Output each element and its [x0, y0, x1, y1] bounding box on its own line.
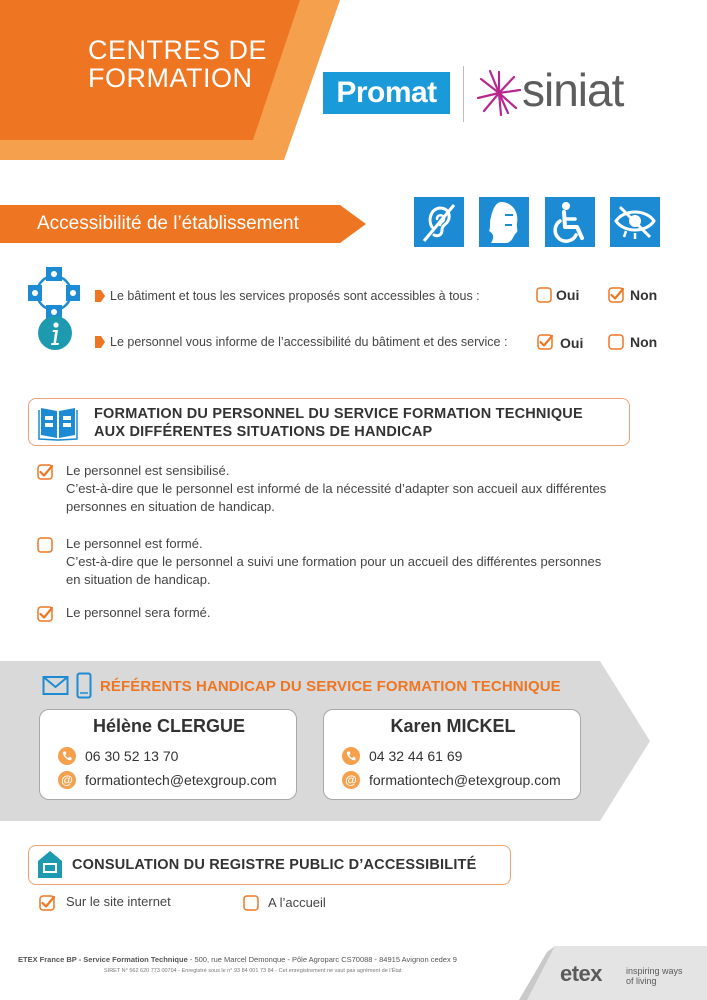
wheelchair-icon	[545, 197, 595, 247]
checkbox-staff-sensitized[interactable]	[37, 464, 53, 480]
etex-logo: etex	[560, 961, 603, 986]
referents-title: RÉFÉRENTS HANDICAP DU SERVICE FORMATION TECHNIQUE	[100, 678, 561, 695]
checkbox-label-building-oui: Oui	[556, 287, 580, 303]
training-item-will-be-trained	[66, 604, 666, 622]
page-title	[88, 36, 308, 92]
information-icon	[38, 316, 72, 350]
checkbox-staff-non[interactable]	[608, 334, 624, 350]
contact-email[interactable]: formationtech@etexgroup.com	[85, 772, 277, 788]
siniat-logo: siniat	[522, 64, 624, 116]
phone-icon	[342, 747, 360, 765]
training-title	[94, 405, 583, 441]
contact-email[interactable]: formationtech@etexgroup.com	[369, 772, 561, 788]
envelope-icon	[42, 675, 70, 697]
contact-card	[39, 709, 297, 800]
contact-phone[interactable]: 04 32 44 61 69	[369, 748, 463, 764]
etex-tagline-line1: inspiring ways	[626, 966, 683, 976]
siniat-star-icon	[476, 68, 522, 118]
checkbox-registry-reception[interactable]	[243, 895, 259, 911]
footer-address-text: - 500, rue Marcel Demonque - Pôle Agroparc CS70088 - 84915 Avignon cedex 9	[187, 955, 457, 964]
training-item-line: C’est-à-dire que le personnel est informé de la nécessité d’adapter son accueil aux différentes	[66, 481, 607, 496]
registry-title: CONSULATION DU REGISTRE PUBLIC D’ACCESSIBILITÉ	[72, 857, 477, 873]
contact-name: Hélène CLERGUE	[92, 716, 246, 736]
training-item-line: en situation de handicap.	[66, 572, 211, 587]
email-at-icon	[342, 771, 360, 789]
page-title-line1: CENTRES DE	[88, 35, 268, 65]
svg-text:@: @	[345, 773, 357, 787]
phone-icon	[58, 747, 76, 765]
question-building-accessible: Le bâtiment et tous les services proposés sont accessibles à tous :	[110, 289, 480, 303]
checkbox-label-staff-oui: Oui	[560, 335, 584, 351]
checkbox-staff-trained[interactable]	[37, 537, 53, 553]
etex-tagline-line2: of living	[626, 976, 657, 986]
contact-phone[interactable]: 06 30 52 13 70	[85, 748, 179, 764]
page-title-line2: FORMATION	[88, 63, 253, 93]
registry-option-reception: A l’accueil	[268, 895, 326, 910]
email-at-icon	[58, 771, 76, 789]
checkbox-building-non[interactable]	[608, 287, 624, 303]
training-item-sensitized	[66, 462, 666, 516]
training-item-line: Le personnel est sensibilisé.	[66, 463, 230, 478]
checkbox-staff-oui[interactable]	[537, 334, 553, 350]
question-staff-informs: Le personnel vous informe de l’accessibilité du bâtiment et des service :	[110, 335, 508, 349]
mobile-phone-icon	[76, 672, 92, 699]
checkbox-label-building-non: Non	[630, 287, 658, 303]
footer-legal: SIRET N° 562 620 773 00704 - Enregistré sous le n° 93 84 001 73 84 - Cet enregistrement ne vaut pas agrément de l’État	[104, 968, 402, 974]
footer-company: ETEX France BP - Service Formation Technique	[18, 955, 188, 964]
training-item-line: Le personnel sera formé.	[66, 605, 211, 620]
checkbox-registry-website[interactable]	[39, 895, 55, 911]
contact-name: Karen MICKEL	[390, 716, 516, 736]
training-title-line2: AUX DIFFÉRENTES SITUATIONS DE HANDICAP	[94, 424, 433, 440]
logo-divider	[463, 66, 464, 122]
bullet-arrow-icon	[95, 290, 105, 302]
accessibility-all-icon	[28, 267, 80, 319]
training-item-line: C’est-à-dire que le personnel a suivi une formation pour un accueil des différentes personnes	[66, 554, 602, 569]
mental-disability-icon	[479, 197, 529, 247]
svg-text:@: @	[61, 773, 73, 787]
checkbox-building-oui[interactable]	[536, 287, 552, 303]
deaf-icon	[414, 197, 464, 247]
training-title-line1: FORMATION DU PERSONNEL DU SERVICE FORMATION TECHNIQUE	[94, 406, 583, 422]
checkbox-staff-will-be-trained[interactable]	[37, 606, 53, 622]
training-item-trained	[66, 535, 666, 589]
book-icon	[38, 403, 78, 441]
training-item-line: personnes en situation de handicap.	[66, 499, 275, 514]
registry-option-website: Sur le site internet	[66, 894, 171, 909]
accessibility-banner-title: Accessibilité de l’établissement	[37, 213, 299, 234]
contact-card	[323, 709, 581, 800]
training-item-line: Le personnel est formé.	[66, 536, 203, 551]
registry-building-icon	[36, 849, 64, 879]
promat-logo: Promat	[323, 72, 450, 114]
etex-tagline	[626, 966, 696, 986]
checkbox-label-staff-non: Non	[630, 334, 658, 350]
visual-impairment-icon	[610, 197, 660, 247]
bullet-arrow-icon	[95, 336, 105, 348]
